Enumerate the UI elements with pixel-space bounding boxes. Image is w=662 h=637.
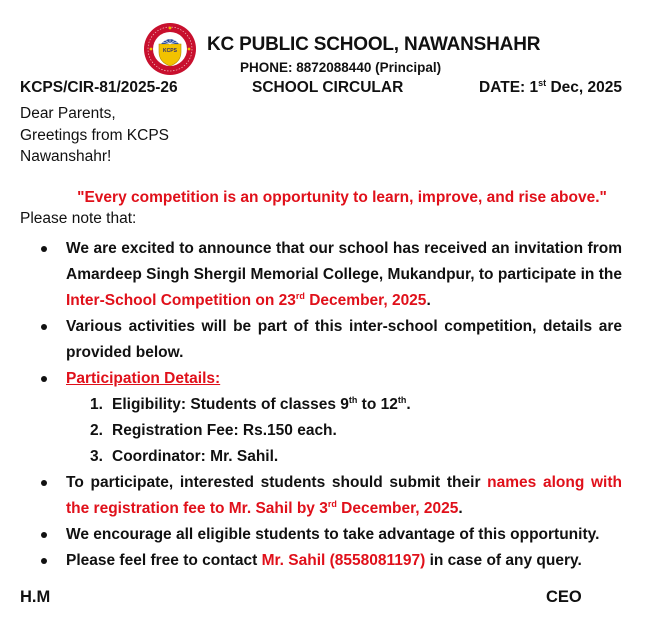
highlight-text: names along with the registration fee to Mr. Sahil by 3 — [66, 474, 622, 517]
participation-details-heading: Participation Details: — [66, 370, 221, 387]
highlight-sup: rd — [295, 290, 305, 301]
detail-item-fee — [90, 418, 662, 444]
logo-text: KCPS — [163, 48, 177, 54]
bullet-icon — [41, 324, 47, 330]
note-intro: Please note that: — [20, 210, 137, 227]
detail-text: to 12 — [357, 396, 398, 413]
motivational-quote: "Every competition is an opportunity to learn, improve, and rise above." — [77, 189, 607, 206]
details-list — [0, 392, 662, 470]
school-logo-icon — [143, 22, 197, 76]
detail-end: . — [406, 396, 411, 413]
signature-hm: H.M — [20, 588, 51, 606]
bullet-encourage — [0, 522, 662, 548]
bullet-text: To participate, interested students should submit their — [66, 474, 488, 491]
detail-number: 3. — [90, 448, 103, 465]
school-phone: PHONE: 8872088440 (Principal) — [240, 60, 442, 75]
date-suffix: Dec, 2025 — [546, 79, 622, 96]
signature-ceo: CEO — [546, 588, 582, 606]
bullet-end: . — [426, 292, 431, 309]
highlight-sup: rd — [327, 498, 337, 509]
circular-number: KCPS/CIR-81/2025-26 — [20, 79, 178, 96]
bullet-activities — [0, 314, 662, 366]
circular-date — [479, 79, 622, 97]
bullet-text: in case of any query. — [425, 552, 582, 569]
reference-row — [0, 79, 662, 101]
date-prefix: DATE: 1 — [479, 79, 539, 96]
bullet-contact — [0, 548, 662, 574]
bullet-invitation — [0, 236, 662, 314]
circular-title: SCHOOL CIRCULAR — [252, 79, 404, 96]
detail-item-eligibility — [90, 392, 662, 418]
detail-text: Coordinator: Mr. Sahil. — [112, 448, 279, 465]
date-sup: st — [538, 77, 547, 88]
bullet-text: We are excited to announce that our school has received an invitation from Amardeep Singh Shergil Memorial College, Mukandpur, to participate in the — [66, 240, 622, 283]
bullet-icon — [41, 532, 47, 538]
contact-highlight: Mr. Sahil (8558081197) — [261, 552, 426, 569]
competition-date-highlight — [66, 292, 426, 309]
detail-text: Eligibility: Students of classes 9 — [112, 396, 349, 413]
highlight-text: Inter-School Competition on 23 — [66, 292, 296, 309]
bullet-icon — [41, 376, 47, 382]
school-name: KC PUBLIC SCHOOL, NAWANSHAHR — [207, 34, 541, 55]
bullet-icon — [41, 558, 47, 564]
detail-sup: th — [397, 394, 407, 405]
bullet-text: We encourage all eligible students to take advantage of this opportunity. — [66, 526, 600, 543]
highlight-text: December, 2025 — [336, 500, 459, 517]
detail-item-coordinator — [90, 444, 662, 470]
greeting-line: Dear Parents, — [20, 105, 116, 122]
detail-text: Registration Fee: Rs.150 each. — [112, 422, 337, 439]
greeting-line: Nawanshahr! — [20, 148, 112, 165]
greeting — [20, 103, 169, 168]
greeting-line: Greetings from KCPS — [20, 126, 170, 144]
highlight-text: December, 2025 — [304, 292, 427, 309]
detail-number: 1. — [90, 396, 103, 413]
bullet-submission — [0, 470, 662, 522]
detail-sup: th — [348, 394, 358, 405]
bullet-participation-details — [0, 366, 662, 392]
bullet-text: Various activities will be part of this inter-school competition, details are provided below. — [66, 318, 622, 361]
bullet-text: Please feel free to contact — [66, 552, 262, 569]
detail-number: 2. — [90, 422, 103, 439]
bullet-end: . — [458, 500, 463, 517]
bullet-icon — [41, 480, 47, 486]
bullet-icon — [41, 246, 47, 252]
bullet-list — [0, 236, 662, 574]
